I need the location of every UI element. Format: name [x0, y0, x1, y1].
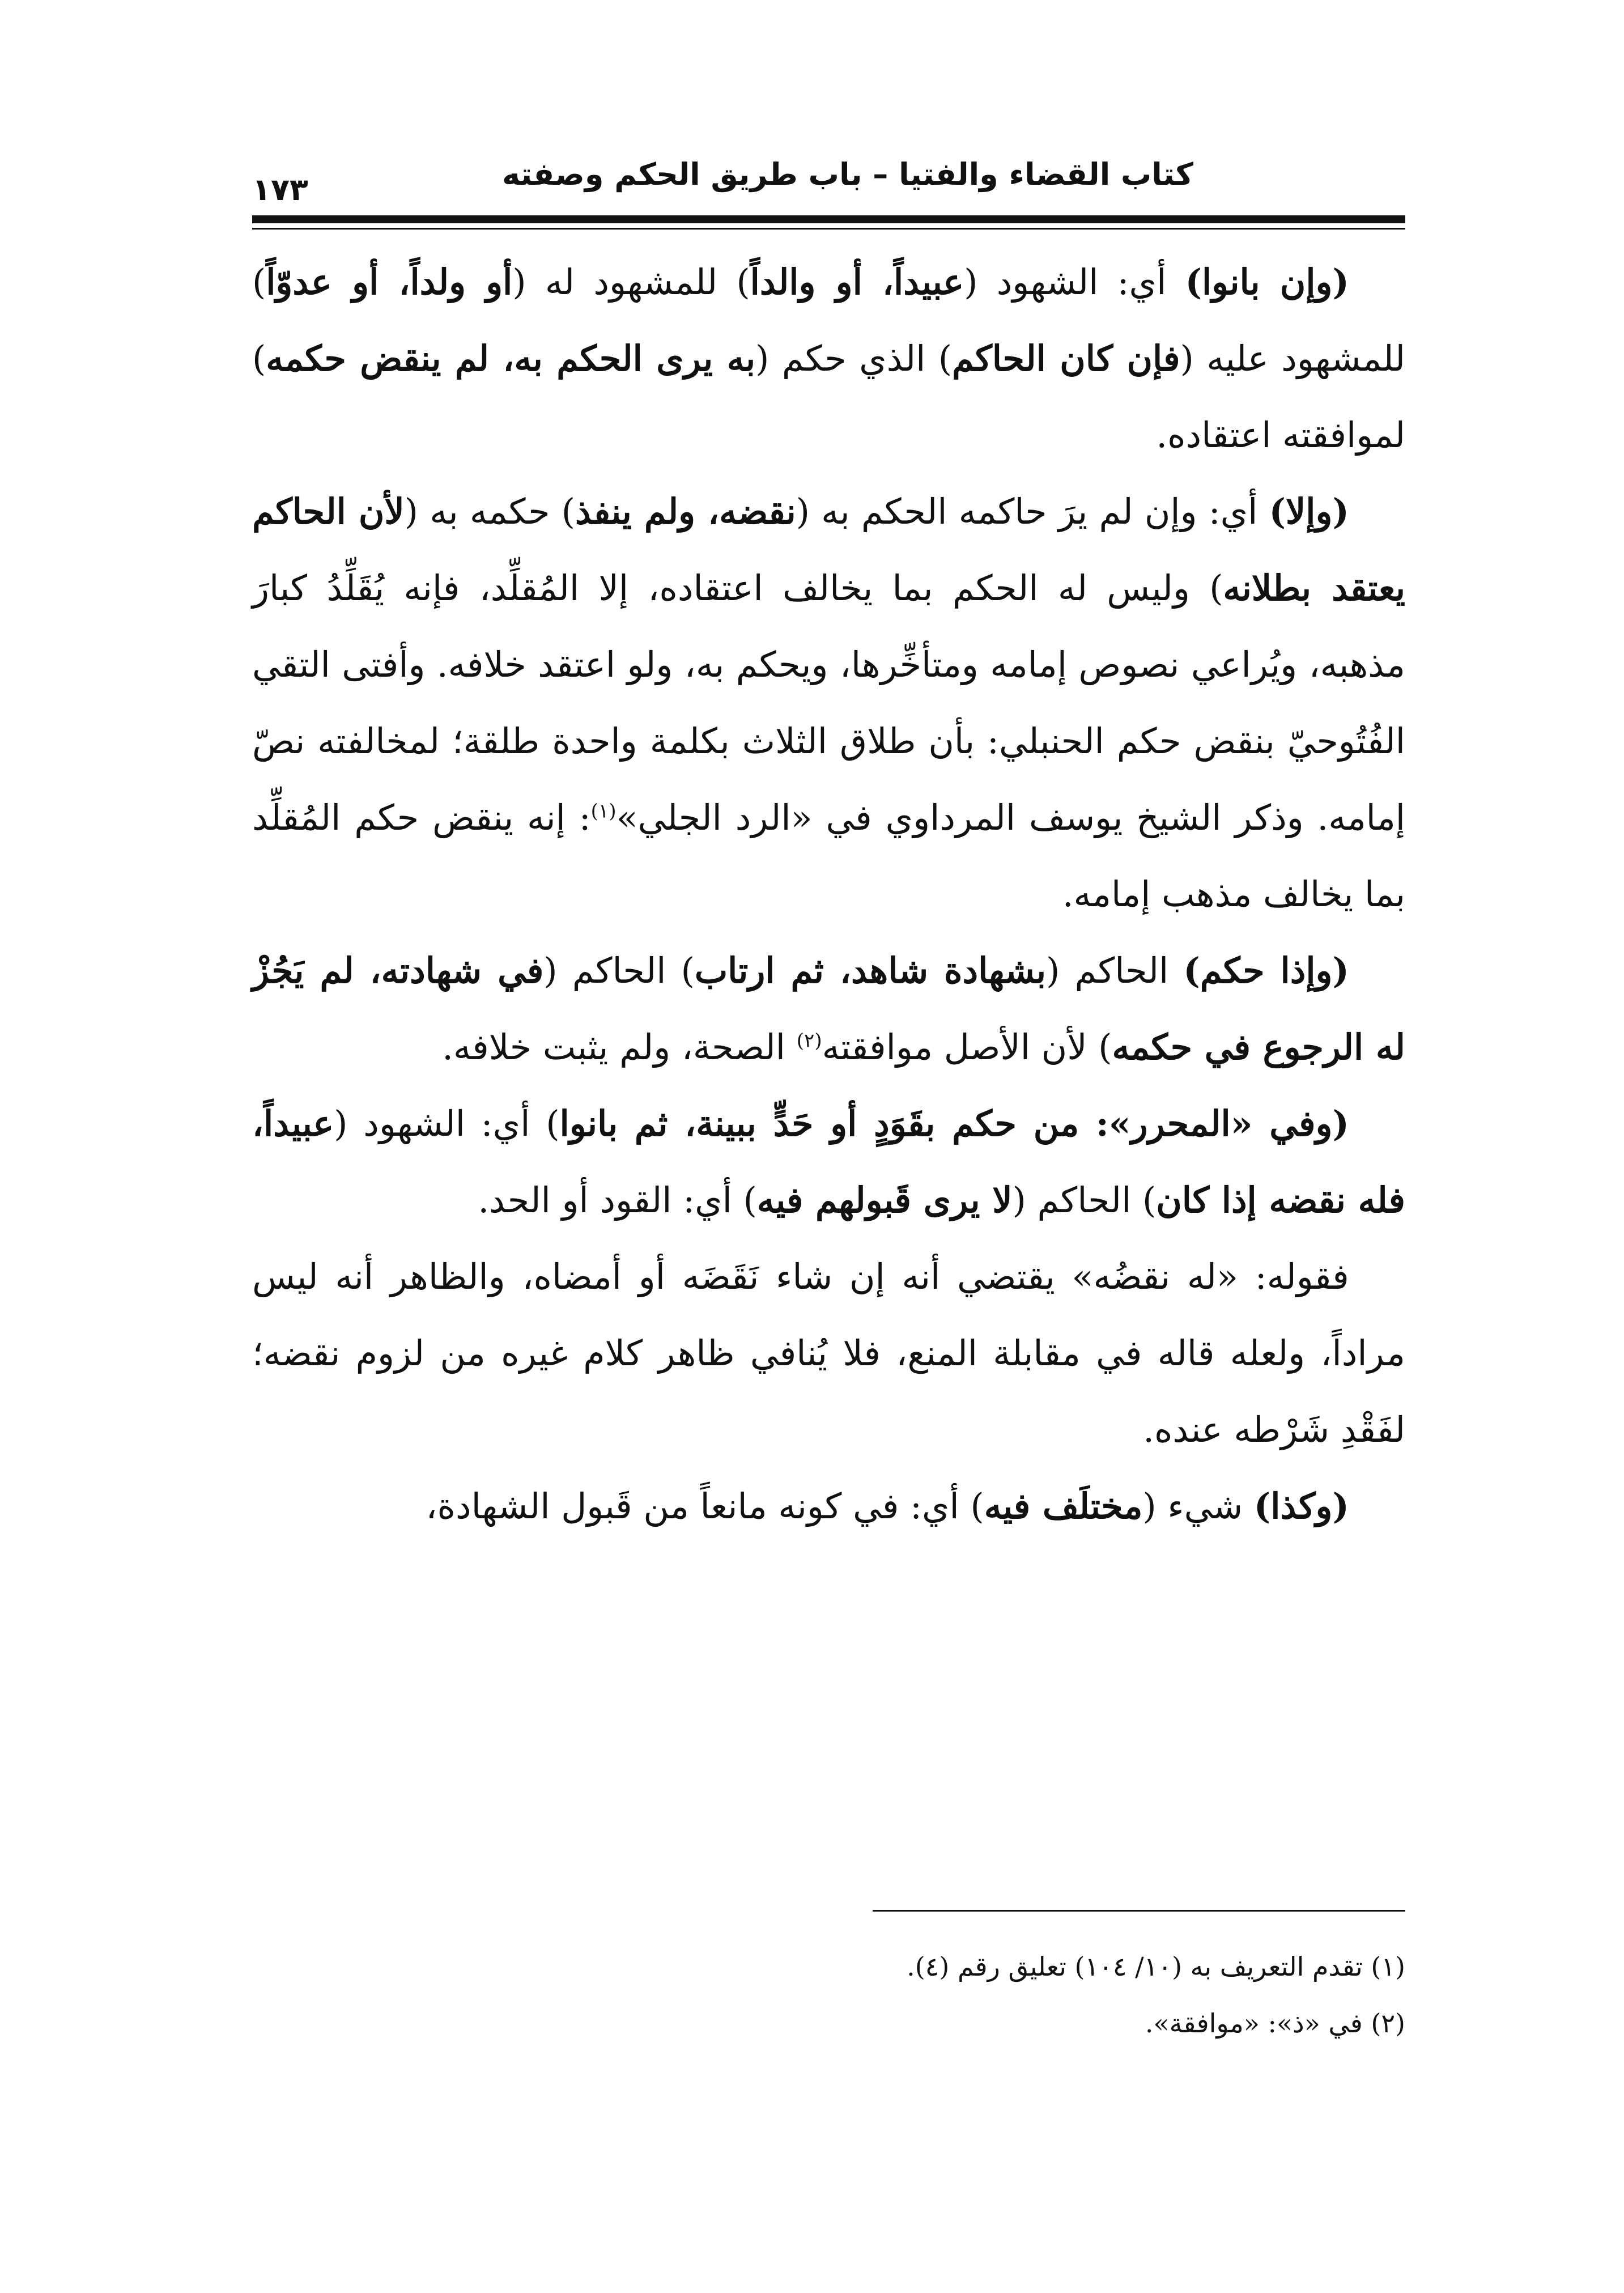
quoted-text: مختلَف فيه	[984, 1485, 1143, 1527]
quoted-text: لأن الحاكم يعتقد بطلانه	[252, 491, 1405, 609]
footnote-marker: (١)	[590, 800, 617, 823]
commentary-text: ) لأن الأصل موافقته	[822, 1026, 1112, 1068]
quoted-text: بشهادة شاهد، ثم ارتاب	[694, 950, 1047, 991]
footnote: (٢) في «ذ»: «موافقة».	[1145, 2008, 1405, 2039]
paragraph	[252, 244, 1405, 473]
body-text	[252, 244, 1405, 1544]
quoted-text: عبيداً، أو والداً	[750, 261, 964, 303]
commentary-text: أي: الشهود (	[964, 261, 1185, 303]
commentary-text: ) للمشهود عليه (	[252, 261, 1405, 379]
quoted-text: أو ولداً، أو عدوّاً	[266, 261, 513, 303]
paragraph	[252, 1085, 1405, 1238]
commentary-text: ) الحاكم (	[1012, 1179, 1157, 1221]
quoted-text: (وإلا)	[1269, 491, 1349, 532]
quoted-text: (وكذا)	[1253, 1485, 1349, 1527]
commentary-text: شيء (	[1142, 1485, 1254, 1527]
quoted-text: لا يرى قَبولهم فيه	[756, 1179, 1013, 1221]
header-rule-thick	[252, 215, 1405, 223]
running-header-title: كتاب القضاء والفتيا – باب طريق الحكم وصفته	[502, 156, 1193, 192]
footnotes	[252, 1938, 1405, 2052]
commentary-text: الصحة، ولم يثبت خلافه.	[442, 1026, 797, 1068]
header-rule-thin	[252, 228, 1405, 230]
quoted-text: نقضه، ولم ينفذ	[575, 491, 796, 532]
footnote: (١) تقدم التعريف به (١٠/ ١٠٤) تعليق رقم (٤).	[907, 1951, 1405, 1982]
footnote-separator	[873, 1910, 1405, 1912]
commentary-text: ) أي: في كونه مانعاً من قَبول الشهادة،	[426, 1485, 984, 1527]
commentary-text: أي: وإن لم يرَ حاكمه الحكم به (	[796, 491, 1269, 532]
commentary-text: فقوله: «له نقضُه» يقتضي أنه إن شاء نَقَضَه أو أمضاه، والظاهر أنه ليس مراداً، ولعله قاله في مقابلة المنع، فلا يُنافي ظاهر كلام غيره من لزوم نقضه؛ لفَقْدِ شَرْطه عنده.	[252, 1256, 1405, 1450]
quoted-text: فإن كان الحاكم	[952, 338, 1180, 379]
quoted-text: عبيداً، فله نقضه إذا كان	[252, 1103, 1405, 1221]
commentary-text: : إنه ينقض حكم المُقلِّد بما يخالف مذهب إمامه.	[252, 797, 1405, 915]
commentary-text: ) أي: الشهود (	[334, 1103, 560, 1144]
paragraph	[252, 473, 1405, 932]
commentary-text: ) للمشهود له (	[512, 261, 750, 303]
commentary-text: الحاكم (	[1046, 950, 1184, 991]
quoted-text: من حكم بقَوَدٍ أو حَدٍّ ببينة، ثم بانوا	[559, 1103, 1096, 1144]
commentary-text: ) لموافقته اعتقاده.	[252, 338, 1405, 456]
quoted-text: (وإذا حكم)	[1183, 950, 1349, 991]
paragraph	[252, 1468, 1405, 1544]
paragraph	[252, 1238, 1405, 1468]
commentary-text: ) أي: القود أو الحد.	[478, 1179, 757, 1221]
commentary-text: ) حكمه به (	[404, 491, 575, 532]
footnote-marker: (٢)	[796, 1029, 822, 1052]
paragraph	[252, 932, 1405, 1085]
page-number: ١٧٣	[252, 172, 308, 207]
quoted-text: به يرى الحكم به، لم ينقض حكمه	[266, 338, 756, 379]
quoted-text: (وإن بانوا)	[1185, 261, 1349, 303]
commentary-text: ) الحاكم (	[543, 950, 695, 991]
quoted-text: في شهادته، لم يَجُزْ له الرجوع في حكمه	[252, 950, 1405, 1068]
commentary-text: ) وليس له الحكم بما يخالف اعتقاده، إلا المُقلِّد، فإنه يُقَلِّدُ كبارَ مذهبه، ويُراعي نصوص إمامه ومتأخِّرها، ويحكم به، ولو اعتقد خلافه. وأفتى التقي الفُتُوحيّ بنقض حكم الحنبلي: بأن طلاق الثلاث بكلمة واحدة طلقة؛ لمخالفته نصّ إمامه. وذكر الشيخ يوسف المرداوي في «الرد الجلي»	[252, 567, 1405, 838]
quoted-text: (وفي «المحرر»:	[1095, 1103, 1349, 1144]
commentary-text: ) الذي حكم (	[755, 338, 953, 379]
